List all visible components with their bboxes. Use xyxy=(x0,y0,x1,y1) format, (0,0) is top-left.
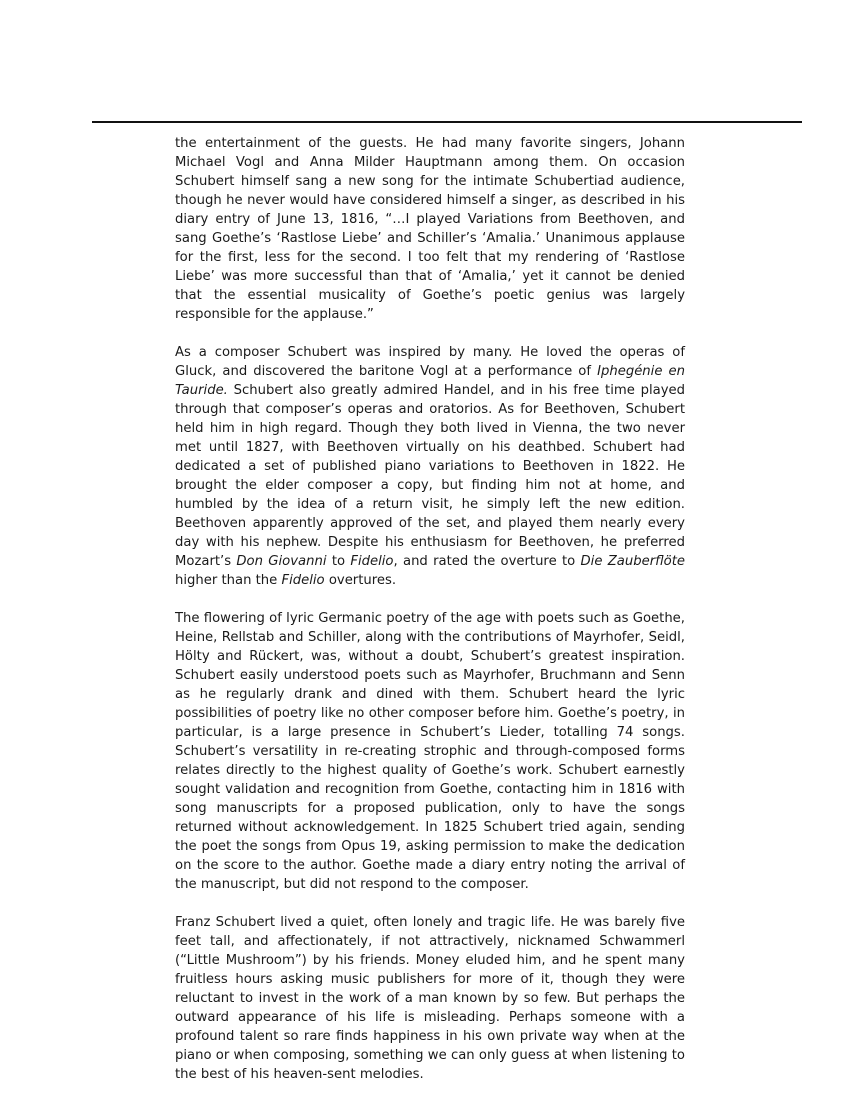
paragraph-3 xyxy=(175,609,685,894)
italic-title: Die Zauberflöte xyxy=(580,554,685,569)
text-run: The flowering of lyric Germanic poetry of the age with poets such as Goethe, Heine, Rellstab and Schiller, along with the contributions of Mayrhofer, Seidl, Hölty and Rückert, was, without a doubt, Schubert’s greatest inspiration. Schubert easily understood poets such as Mayrhofer, Bruchmann and Senn as he regularly drank and dined with them. Schubert heard the lyric possibilities of poetry like no other composer before him. Goethe’s poetry, in particular, is a large presence in Schubert’s Lieder, totalling 74 songs. Schubert’s versatility in re-creating strophic and through-composed forms relates directly to the highest quality of Goethe’s work. Schubert earnestly sought validation and recognition from Goethe, contacting him in 1816 with song manuscripts for a proposed publication, only to have the songs returned without acknowledgement. In 1825 Schubert tried again, sending the poet the songs from Opus 19, asking permission to make the dedication on the score to the author. Goethe made a diary entry noting the arrival of the manuscript, but did not respond to the composer. xyxy=(175,611,685,892)
text-run: higher than the xyxy=(175,573,282,588)
text-run: Franz Schubert lived a quiet, often lonely and tragic life. He was barely five feet tall, and affectionately, if not attractively, nicknamed Schwammerl (“Little Mushroom”) by his friends. Money eluded him, and he spent many fruitless hours asking music publishers for more of it, though they were reluctant to invest in the work of a man known by so few. But perhaps the outward appearance of his life is misleading. Perhaps someone with a profound talent so rare finds happiness in his own private way when at the piano or when composing, something we can only guess at when listening to the best of his heaven-sent melodies. xyxy=(175,915,685,1082)
italic-title: Iphegénie en Tauride. xyxy=(175,364,685,398)
text-run: to xyxy=(326,554,351,569)
italic-title: Fidelio xyxy=(350,554,394,569)
italic-title: Don Giovanni xyxy=(236,554,327,569)
text-run: , and rated the overture to xyxy=(393,554,581,569)
text-run: Schubert also greatly admired Handel, and in his free time played through that composer’s operas and oratorios. As for Beethoven, Schubert held him in high regard. Though they both lived in Vienna, the two never met until 1827, with Beethoven virtually on his deathbed. Schubert had dedicated a set of published piano variations to Beethoven in 1822. He brought the elder composer a copy, but finding him not at home, and humbled by the idea of a return visit, he simply left the new edition. Beethoven apparently approved of the set, and played them nearly every day with his nephew. Despite his enthusiasm for Beethoven, he preferred Mozart’s xyxy=(175,383,685,569)
body-text xyxy=(175,134,685,1103)
paragraph-4 xyxy=(175,913,685,1084)
text-run: the entertainment of the guests. He had many favorite singers, Johann Michael Vogl and Anna Milder Hauptmann among them. On occasion Schubert himself sang a new song for the intimate Schubertiad audience, though he never would have considered himself a singer, as described in his diary entry of June 13, 1816, “…I played Variations from Beethoven, and sang Goethe’s ‘Rastlose Liebe’ and Schiller’s ‘Amalia.’ Unanimous applause for the first, less for the second. I too felt that my rendering of ‘Rastlose Liebe’ was more successful than that of ‘Amalia,’ yet it cannot be denied that the essential musicality of Goethe’s poetic genius was largely responsible for the applause.” xyxy=(175,136,685,322)
text-run: overtures. xyxy=(324,573,397,588)
header-rule xyxy=(92,121,802,123)
italic-title: Fidelio xyxy=(281,573,325,588)
paragraph-1 xyxy=(175,134,685,324)
paragraph-2 xyxy=(175,343,685,590)
text-run: As a composer Schubert was inspired by many. He loved the operas of Gluck, and discovered the baritone Vogl at a performance of xyxy=(175,345,685,379)
